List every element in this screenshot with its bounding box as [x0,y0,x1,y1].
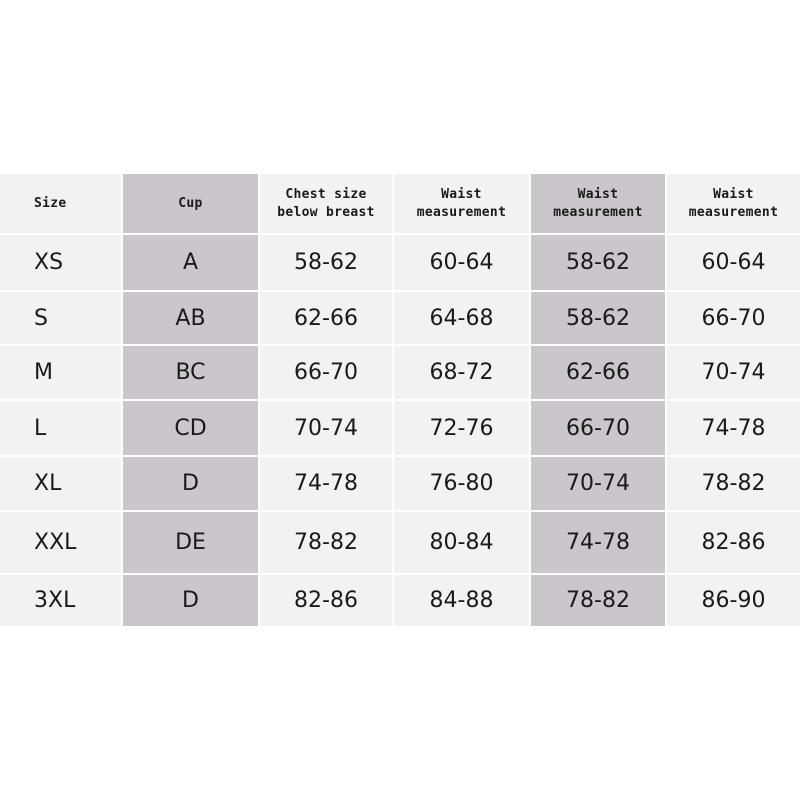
header-waist-measurement-2-line-1: Waist [577,187,619,202]
chest-below-breast-cell [260,456,394,511]
chest-below-breast-cell [260,291,394,345]
size-cell [0,234,123,291]
cup-value: D [182,471,199,496]
row-divider [0,573,800,575]
waist-measurement-1-value: 64-68 [429,305,494,331]
header-size [0,174,123,234]
chest-below-breast-value: 74-78 [294,471,358,496]
cup-value: AB [175,305,206,331]
chest-below-breast-cell [260,400,394,456]
chest-below-breast-value: 66-70 [294,360,358,385]
chest-below-breast-value: 70-74 [294,415,358,441]
waist-measurement-1-cell [394,345,531,400]
header-chest-below-breast-line-2: below breast [277,205,375,220]
waist-measurement-3-value: 86-90 [701,587,766,613]
header-waist-measurement-1-line-2: measurement [416,205,507,220]
header-waist-measurement-3-line-1: Waist [713,187,754,202]
chest-below-breast-value: 78-82 [294,530,358,555]
size-cell [0,291,123,345]
waist-measurement-1-cell [394,400,531,456]
waist-measurement-2-cell [531,574,667,626]
waist-measurement-1-value: 68-72 [429,360,494,385]
waist-measurement-2-value: 58-62 [566,250,630,275]
chest-below-breast-cell [260,234,394,291]
size-value: XS [34,250,64,275]
size-value: XXL [34,530,77,555]
waist-measurement-3-cell [667,574,800,626]
header-waist-measurement-1-line-1: Waist [441,187,482,202]
waist-measurement-1-value: 80-84 [429,530,494,555]
waist-measurement-1-cell [394,234,531,291]
header-chest-below-breast [260,174,394,234]
waist-measurement-3-cell [667,291,800,345]
size-value: M [34,360,53,385]
chest-below-breast-cell [260,574,394,626]
size-value: 3XL [34,587,76,613]
cup-cell [123,511,260,574]
cup-value: BC [175,360,206,385]
table-row [0,574,800,626]
header-cup [123,174,260,234]
waist-measurement-1-cell [394,456,531,511]
waist-measurement-2-value: 78-82 [566,587,630,613]
waist-measurement-3-value: 82-86 [701,530,766,555]
waist-measurement-1-cell [394,511,531,574]
header-waist-measurement-2 [531,174,667,234]
size-chart-table [0,174,800,626]
chest-below-breast-cell [260,511,394,574]
waist-measurement-3-cell [667,234,800,291]
row-divider [0,344,800,346]
row-divider [0,399,800,401]
table-row [0,234,800,291]
table-row [0,291,800,345]
waist-measurement-2-value: 74-78 [566,530,630,555]
size-value: S [34,305,48,331]
waist-measurement-1-cell [394,574,531,626]
cup-cell [123,456,260,511]
waist-measurement-2-cell [531,345,667,400]
header-waist-measurement-3 [667,174,800,234]
table-row [0,456,800,511]
chest-below-breast-value: 58-62 [294,250,358,275]
chest-below-breast-value: 62-66 [294,305,358,331]
table-row [0,511,800,574]
waist-measurement-3-cell [667,511,800,574]
table-row [0,400,800,456]
row-divider [0,233,800,235]
waist-measurement-3-value: 66-70 [701,305,766,331]
waist-measurement-1-value: 72-76 [429,415,494,441]
header-waist-measurement-2-line-2: measurement [553,205,643,220]
size-cell [0,400,123,456]
table-row [0,345,800,400]
waist-measurement-3-value: 70-74 [701,360,766,385]
waist-measurement-3-cell [667,456,800,511]
size-cell [0,574,123,626]
row-divider [0,510,800,512]
cup-value: DE [175,530,206,555]
waist-measurement-2-cell [531,234,667,291]
size-value: XL [34,471,62,496]
cup-cell [123,291,260,345]
cup-cell [123,345,260,400]
cup-cell [123,574,260,626]
cup-value: CD [174,415,207,441]
waist-measurement-2-cell [531,511,667,574]
waist-measurement-2-cell [531,291,667,345]
cup-cell [123,234,260,291]
waist-measurement-2-value: 70-74 [566,471,630,496]
cup-value: D [182,587,199,613]
size-cell [0,345,123,400]
size-cell [0,456,123,511]
waist-measurement-3-cell [667,345,800,400]
header-waist-measurement-3-line-2: measurement [688,205,779,220]
size-cell [0,511,123,574]
header-waist-measurement-1 [394,174,531,234]
waist-measurement-2-value: 62-66 [566,360,630,385]
header-chest-below-breast-line-1: Chest size [285,187,367,202]
chest-below-breast-value: 82-86 [294,587,358,613]
waist-measurement-2-cell [531,456,667,511]
header-size-line-1: Size [34,196,67,211]
row-divider [0,290,800,292]
waist-measurement-3-value: 60-64 [701,250,766,275]
waist-measurement-3-value: 74-78 [701,415,766,441]
waist-measurement-2-cell [531,400,667,456]
waist-measurement-2-value: 58-62 [566,305,630,331]
cup-value: A [182,250,199,275]
waist-measurement-2-value: 66-70 [566,415,630,441]
row-divider [0,455,800,457]
header-cup-line-1: Cup [178,196,203,211]
size-value: L [34,415,47,441]
waist-measurement-1-value: 84-88 [429,587,494,613]
header-row [0,174,800,234]
waist-measurement-1-value: 60-64 [429,250,494,275]
chest-below-breast-cell [260,345,394,400]
waist-measurement-1-value: 76-80 [429,471,494,496]
waist-measurement-3-value: 78-82 [701,471,766,496]
waist-measurement-1-cell [394,291,531,345]
cup-cell [123,400,260,456]
waist-measurement-3-cell [667,400,800,456]
